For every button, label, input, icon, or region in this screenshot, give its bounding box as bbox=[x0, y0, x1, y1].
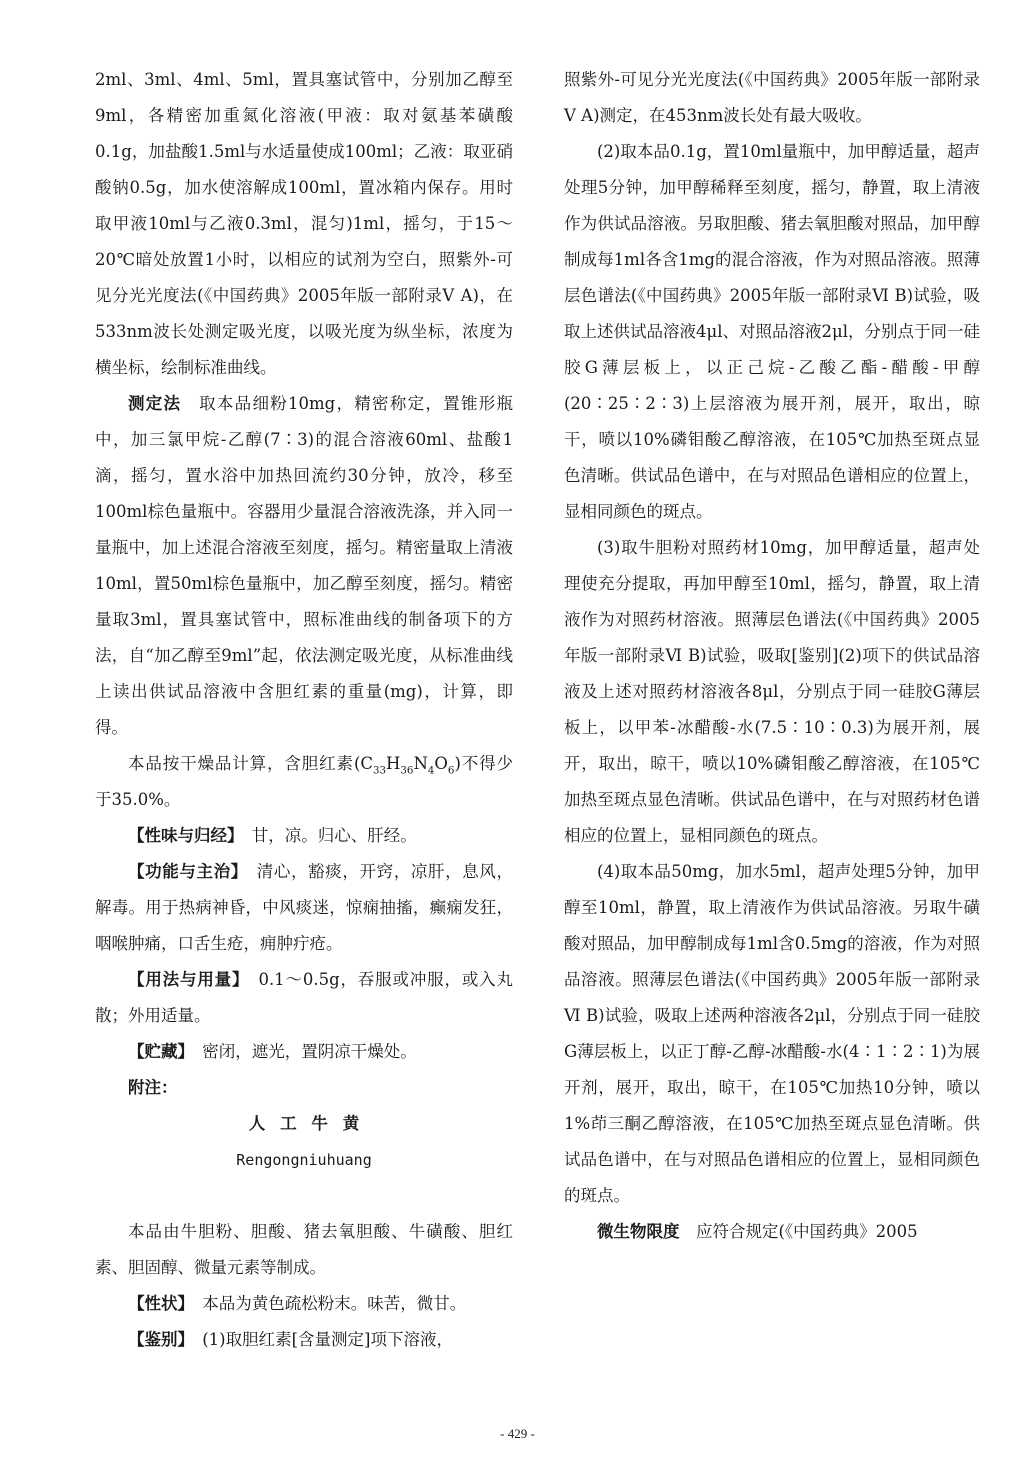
nature-meridian-text: 甘，凉。归心、肝经。 bbox=[235, 826, 417, 845]
storage-text: 密闭，遮光，置阴凉干燥处。 bbox=[185, 1042, 417, 1061]
content-limit-tail: )不得少于35.0%。 bbox=[95, 754, 514, 809]
paragraph-identification-4: (4)取本品50mg，加水5ml，超声处理5分钟，加甲醇至10ml，静置，取上清液作为供试品溶液。另取牛磺酸对照品，加甲醇制成每1ml含0.5mg的溶液，作为对照品溶液。照薄层色谱法(《中国药典》2005年版一部附录Ⅵ B)试验，吸取上述两种溶液各2μl，分别点于同一硅胶G薄层板上，以正丁醇-乙醇-冰醋酸-水(4∶1∶2∶1)为展开剂，展开，取出，晾干，在105℃加热10分钟，喷以1%茚三酮乙醇溶液，在105℃加热至斑点显色清晰。供试品色谱中，在与对照品色谱相应的位置上，显相同颜色的斑点。 bbox=[564, 862, 980, 1205]
heading-microbial-limit: 微生物限度 bbox=[597, 1222, 680, 1241]
paragraph-assay-method bbox=[95, 386, 513, 746]
content-limit-text: 本品按干燥品计算，含胆红素(C bbox=[128, 754, 374, 773]
heading-identification: 【鉴别】 bbox=[128, 1330, 186, 1349]
microbial-limit-text: 应符合规定(《中国药典》2005 bbox=[679, 1222, 918, 1241]
formula-subscript: 4 bbox=[427, 765, 435, 777]
heading-appendix: 附注： bbox=[128, 1078, 178, 1097]
heading-assay-method: 测定法 bbox=[128, 394, 182, 413]
right-column bbox=[564, 62, 980, 1250]
assay-method-text: 取本品细粉10mg，精密称定，置锥形瓶中，加三氯甲烷-乙醇(7∶3)的混合溶液60ml、盐酸1滴，摇匀，置水浴中加热回流约30分钟，放冷，移至100ml棕色量瓶中。容器用少量混合溶液洗涤，并入同一量瓶中，加上述混合溶液至刻度，摇匀。精密量取上清液10ml，置50ml棕色量瓶中，加乙醇至刻度，摇匀。精密量取3ml，置具塞试管中，照标准曲线的制备项下的方法，自“加乙醇至9ml”起，依法测定吸光度，从标准曲线上读出供试品溶液中含胆红素的重量(mg)，计算，即得。 bbox=[95, 394, 513, 737]
heading-nature-meridian: 【性味与归经】 bbox=[128, 826, 236, 845]
formula-subscript: 36 bbox=[400, 765, 414, 777]
usage-dosage-text: 0.1～0.5g，吞服或冲服，或入丸散；外用适量。 bbox=[95, 970, 514, 1025]
section-subtitle-pinyin: Rengongniuhuang bbox=[236, 1151, 372, 1169]
heading-description: 【性状】 bbox=[128, 1294, 186, 1313]
paragraph-standard-curve: 2ml、3ml、4ml、5ml，置具塞试管中，分别加乙醇至9ml，各精密加重氮化溶液(甲液：取对氨基苯磺酸0.1g，加盐酸1.5ml与水适量使成100ml；乙液：取亚硝酸钠0.5g，加水使溶解成100ml，置冰箱内保存。用时取甲液10ml与乙液0.3ml，混匀)1ml，摇匀，于15～20℃暗处放置1小时，以相应的试剂为空白，照紫外-可见分光光度法(《中国药典》2005年版一部附录Ⅴ A)，在533nm波长处测定吸光度，以吸光度为纵坐标，浓度为横坐标，绘制标准曲线。 bbox=[95, 70, 513, 377]
paragraph-content-limit bbox=[95, 746, 513, 818]
paragraph-storage bbox=[95, 1034, 513, 1070]
paragraph-description bbox=[95, 1286, 513, 1322]
paragraph-identification bbox=[95, 1322, 513, 1358]
paragraph-usage-dosage bbox=[95, 962, 513, 1034]
section-title: 人工牛黄 bbox=[248, 1114, 375, 1133]
formula-subscript: 6 bbox=[447, 765, 455, 777]
left-column bbox=[95, 62, 513, 1358]
heading-function-indication: 【功能与主治】 bbox=[128, 862, 240, 881]
formula-subscript: 33 bbox=[373, 765, 387, 777]
paragraph-function-indication bbox=[95, 854, 513, 962]
identification-text: (1)取胆红素[含量测定]项下溶液， bbox=[185, 1330, 453, 1349]
paragraph-identification-3: (3)取牛胆粉对照药材10mg，加甲醇适量，超声处理使充分提取，再加甲醇至10ml，摇匀，静置，取上清液作为对照药材溶液。照薄层色谱法(《中国药典》2005年版一部附录Ⅵ B)试验，吸取[鉴别](2)项下的供试品溶液及上述对照药材溶液各8μl，分别点于同一硅胶G薄层板上，以甲苯-冰醋酸-水(7.5∶10∶0.3)为展开剂，展开，取出，晾干，喷以10%磷钼酸乙醇溶液，在105℃加热至斑点显色清晰。供试品色谱中，在与对照药材色谱相应的位置上，显相同颜色的斑点。 bbox=[564, 538, 980, 845]
paragraph-identification-2: (2)取本品0.1g，置10ml量瓶中，加甲醇适量，超声处理5分钟，加甲醇稀释至刻度，摇匀，静置，取上清液作为供试品溶液。另取胆酸、猪去氧胆酸对照品，加甲醇制成每1ml各含1mg的混合溶液，作为对照品溶液。照薄层色谱法(《中国药典》2005年版一部附录Ⅵ B)试验，吸取上述供试品溶液4μl、对照品溶液2μl，分别点于同一硅胶G薄层板上，以正己烷-乙酸乙酯-醋酸-甲醇(20∶25∶2∶3)上层溶液为展开剂，展开，取出，晾干，喷以10%磷钼酸乙醇溶液，在105℃加热至斑点显色清晰。供试品色谱中，在与对照品色谱相应的位置上，显相同颜色的斑点。 bbox=[564, 142, 980, 521]
paragraph-appendix bbox=[95, 1070, 513, 1106]
formula-element: H bbox=[386, 754, 401, 773]
formula-element: O bbox=[434, 754, 448, 773]
paragraph-nature-meridian bbox=[95, 818, 513, 854]
formula-element: N bbox=[413, 754, 428, 773]
paragraph-composition: 本品由牛胆粉、胆酸、猪去氧胆酸、牛磺酸、胆红素、胆固醇、微量元素等制成。 bbox=[95, 1222, 513, 1277]
heading-usage-dosage: 【用法与用量】 bbox=[128, 970, 242, 989]
description-text: 本品为黄色疏松粉末。味苦，微甘。 bbox=[185, 1294, 467, 1313]
paragraph-microbial-limit bbox=[564, 1214, 980, 1250]
paragraph-identification-1-cont: 照紫外-可见分光光度法(《中国药典》2005年版一部附录Ⅴ A)测定，在453nm波长处有最大吸收。 bbox=[564, 70, 980, 125]
function-indication-text: 清心，豁痰，开窍，凉肝，息风，解毒。用于热病神昏，中风痰迷，惊痫抽搐，癫痫发狂，咽喉肿痛，口舌生疮，痈肿疔疮。 bbox=[95, 862, 513, 953]
blank-line bbox=[95, 1178, 513, 1214]
page-number: - 429 - bbox=[500, 1426, 535, 1441]
heading-storage: 【贮藏】 bbox=[128, 1042, 186, 1061]
